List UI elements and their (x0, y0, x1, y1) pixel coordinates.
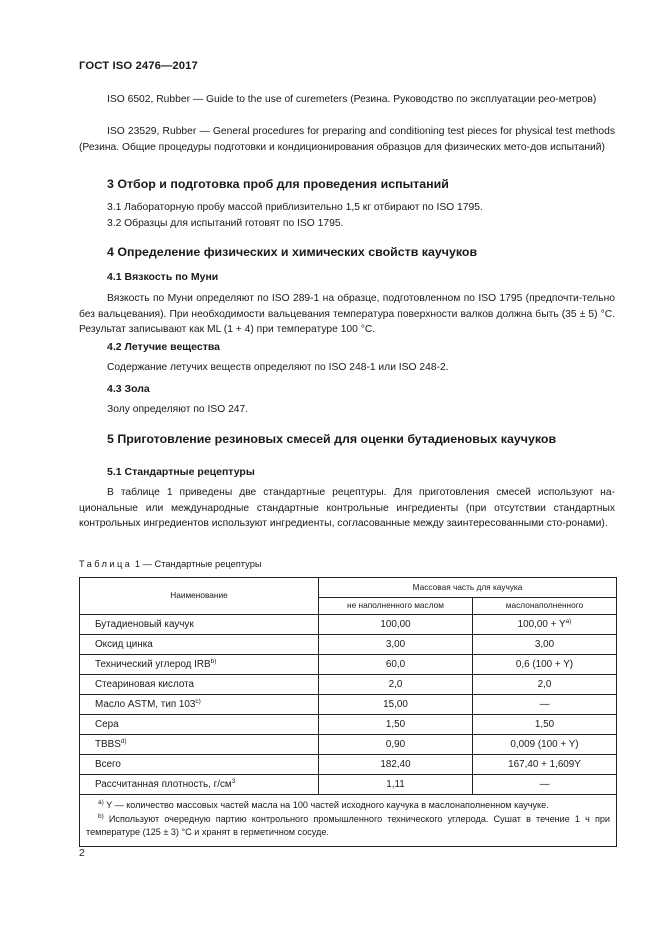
cell-oil-extended (473, 615, 617, 635)
cell-oil-extended (473, 675, 617, 695)
table-caption-label: Таблица (79, 559, 133, 569)
cell-not-oil-extended (319, 755, 473, 775)
cell-not-oil-extended (319, 675, 473, 695)
cell-oil-extended (473, 775, 617, 795)
table-row (80, 695, 617, 715)
clause-4-2-text: Содержание летучих веществ определяют по ISO 248-1 или ISO 248-2. (107, 362, 449, 373)
table-row (80, 735, 617, 755)
clause-4-1-title: 4.1 Вязкость по Муни (107, 271, 219, 283)
cell-ingredient (80, 775, 319, 795)
clause-5-1-title: 5.1 Стандартные рецептуры (107, 466, 255, 478)
footnote-b-text: Используют очередную партию контрольного промышленного технического углерода. Сушат в течение 1 ч при температуре (125 ± 3) °С и хранят в герметичном сосуде. (86, 813, 611, 837)
footnote-a (86, 799, 610, 813)
cell-ingredient-superscript: d) (120, 737, 127, 745)
page-number: 2 (79, 848, 85, 859)
cell-oil-extended-text: 100,00 + Y (517, 618, 566, 630)
footnote-b (86, 813, 610, 840)
section-5-title: 5 Приготовление резиновых смесей для оценки бутадиеновых каучуков (107, 432, 557, 446)
recipes-table (79, 577, 617, 847)
cell-ingredient-text: Масло ASTM, тип 103 (95, 698, 196, 710)
cell-not-oil-extended (319, 775, 473, 795)
cell-not-oil-extended-text: 1,11 (386, 778, 405, 790)
column-header-not-oil-extended: не наполненного маслом (319, 598, 473, 615)
table-row (80, 635, 617, 655)
cell-ingredient-superscript: c) (195, 697, 201, 705)
cell-not-oil-extended-text: 100,00 (380, 618, 411, 630)
cell-not-oil-extended (319, 715, 473, 735)
cell-oil-extended (473, 755, 617, 775)
cell-not-oil-extended-text: 182,40 (380, 758, 411, 770)
cell-oil-extended (473, 735, 617, 755)
clause-3-1: 3.1 Лабораторную пробу массой приблизительно 1,5 кг отбирают по ISO 1795. (107, 202, 483, 213)
cell-not-oil-extended-text: 3,00 (385, 638, 406, 650)
cell-ingredient-text: TBBS (95, 738, 121, 750)
clause-4-2-title: 4.2 Летучие вещества (107, 341, 220, 353)
cell-ingredient-superscript: 3 (231, 777, 236, 785)
cell-ingredient-text: Технический углерод IRB (95, 658, 211, 670)
cell-ingredient-text: Сера (95, 718, 119, 730)
cell-ingredient-text: Бутадиеновый каучук (95, 618, 194, 630)
section-4-title: 4 Определение физических и химических свойств каучуков (107, 245, 478, 259)
section-3-title: 3 Отбор и подготовка проб для проведения испытаний (107, 177, 449, 191)
cell-not-oil-extended-text: 1,50 (385, 718, 406, 730)
cell-ingredient-text: Всего (95, 758, 121, 770)
cell-ingredient (80, 735, 319, 755)
cell-ingredient (80, 615, 319, 635)
clause-4-1-text: Вязкость по Муни определяют по ISO 289-1 на образце, подготовленном по ISO 1795 (предпочти-тельно без вальцевания). При необходимости вальцевания температура поверхности валков должна быть (35 ± 5) °С. Результат записывают как ML (1 + 4) при температуре 100 °С. (79, 293, 615, 336)
reference-iso-6502: ISO 6502, Rubber — Guide to the use of curemeters (Резина. Руководство по эксплуатации рео-метров) (107, 94, 597, 105)
table-row (80, 775, 617, 795)
cell-not-oil-extended-text: 2,0 (388, 678, 403, 690)
cell-oil-extended (473, 695, 617, 715)
cell-oil-extended-text: 0,6 (100 + Y) (515, 658, 574, 670)
cell-oil-extended-text: 167,40 + 1,609Y (508, 758, 581, 770)
cell-oil-extended-text: 3,00 (534, 638, 555, 650)
cell-not-oil-extended-text: 60,0 (385, 658, 406, 670)
cell-oil-extended-text: 2,0 (537, 678, 552, 690)
cell-oil-extended (473, 635, 617, 655)
cell-oil-extended-text: 0,009 (100 + Y) (510, 738, 579, 750)
table-row (80, 615, 617, 635)
cell-oil-extended-text: 1,50 (534, 718, 555, 730)
cell-oil-extended-text: — (539, 778, 550, 790)
cell-oil-extended-text: — (539, 698, 550, 710)
footnote-a-mark: a) (98, 799, 104, 806)
cell-ingredient (80, 755, 319, 775)
cell-oil-extended (473, 655, 617, 675)
table-footnotes (80, 795, 617, 847)
cell-not-oil-extended (319, 695, 473, 715)
cell-oil-extended-superscript: a) (565, 617, 572, 625)
cell-ingredient-text: Рассчитанная плотность, г/см (95, 778, 232, 790)
cell-not-oil-extended (319, 655, 473, 675)
cell-ingredient (80, 675, 319, 695)
footnote-b-mark: b) (98, 812, 104, 820)
table-caption-title: 1 — Стандартные рецептуры (132, 559, 262, 569)
cell-ingredient (80, 635, 319, 655)
table-caption (79, 557, 262, 573)
table-row (80, 675, 617, 695)
cell-not-oil-extended-text: 0,90 (385, 738, 406, 750)
cell-not-oil-extended (319, 635, 473, 655)
cell-not-oil-extended-text: 15,00 (383, 698, 408, 710)
cell-ingredient (80, 715, 319, 735)
table-row (80, 715, 617, 735)
clause-4-3-title: 4.3 Зола (107, 383, 150, 395)
clause-3-2: 3.2 Образцы для испытаний готовят по ISO 1795. (107, 218, 344, 229)
cell-oil-extended (473, 715, 617, 735)
table-row (80, 755, 617, 775)
cell-ingredient-text: Стеариновая кислота (95, 678, 195, 690)
column-header-name: Наименование (80, 578, 319, 615)
clause-4-3-text: Золу определяют по ISO 247. (107, 404, 249, 415)
table-row (80, 655, 617, 675)
column-header-group: Массовая часть для каучука (319, 578, 617, 598)
clause-5-1-text: В таблице 1 приведены две стандартные рецептуры. Для приготовления смесей используют на-циональные или международные стандартные контрольные ингредиенты (при отсутствии стандартных контрольных ингредиентов используют ингредиенты, согласованные между заинтересованными сто-ронами). (79, 487, 615, 530)
cell-ingredient (80, 655, 319, 675)
cell-not-oil-extended (319, 615, 473, 635)
cell-ingredient-text: Оксид цинка (95, 638, 153, 650)
reference-iso-23529: ISO 23529, Rubber — General procedures for preparing and conditioning test pieces for physical test methods (Резина. Общие процедуры подготовки и кондиционирования образцов для физических мето-дов испытаний) (79, 126, 615, 153)
cell-not-oil-extended (319, 735, 473, 755)
footnote-a-text: Y — количество массовых частей масла на 100 частей исходного каучука в маслонаполненном каучуке. (103, 800, 549, 810)
cell-ingredient (80, 695, 319, 715)
column-header-oil-extended: маслонаполненного (473, 598, 617, 615)
cell-ingredient-superscript: b) (210, 657, 217, 665)
document-header: ГОСТ ISO 2476—2017 (79, 60, 198, 72)
